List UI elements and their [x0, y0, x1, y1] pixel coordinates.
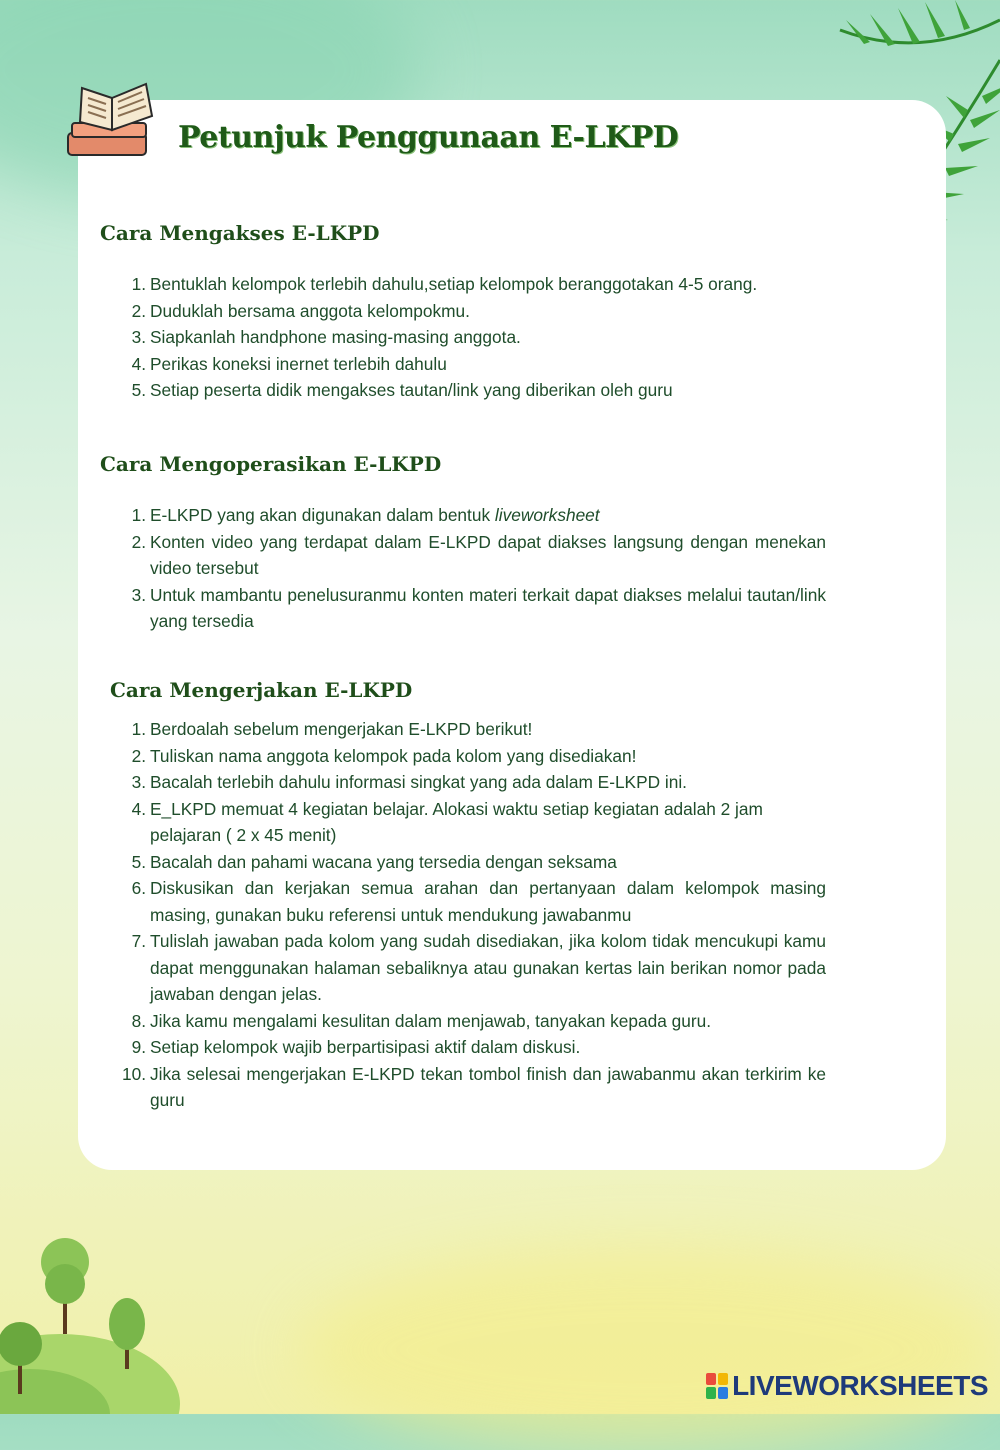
list-item [100, 271, 900, 298]
list-item [100, 502, 826, 529]
section-heading: Cara Mengakses E-LKPD [100, 221, 380, 245]
item-text: Bacalah dan pahami wacana yang tersedia dengan seksama [150, 851, 617, 872]
item-number: 2. [131, 531, 146, 552]
logo-tile [706, 1373, 716, 1385]
section-mengerjakan [100, 678, 826, 1114]
item-text-prefix: E-LKPD yang akan digunakan dalam bentuk [150, 505, 495, 525]
item-number: 8. [131, 1010, 146, 1031]
item-number: 4. [131, 798, 146, 819]
item-number: 4. [131, 353, 146, 374]
item-text: Bacalah terlebih dahulu informasi singkat yang ada dalam E-LKPD ini. [150, 772, 687, 792]
item-number: 9. [131, 1037, 146, 1057]
section-mengakses [100, 221, 900, 404]
item-text: E_LKPD memuat 4 kegiatan belajar. Alokasi waktu setiap kegiatan adalah 2 jam pelajaran ( 2 x 45 menit) [150, 798, 763, 845]
item-number: 1. [131, 274, 146, 294]
item-text: Diskusikan dan kerjakan semua arahan dan pertanyaan dalam kelompok masing masing, gunakan buku referensi untuk mendukung jawabanmu [150, 878, 826, 925]
open-book-icon [60, 78, 165, 168]
liveworksheets-logo-icon [706, 1373, 728, 1399]
item-number: 3. [131, 584, 146, 605]
list-item [100, 324, 900, 351]
list-item [100, 1008, 826, 1035]
list-item [100, 298, 900, 325]
list-item [100, 796, 826, 849]
item-text: Siapkanlah handphone masing-masing anggota. [150, 327, 521, 347]
list-item [100, 377, 900, 404]
item-number: 3. [131, 772, 146, 792]
item-number: 10. [121, 1063, 146, 1084]
list-item [100, 1061, 826, 1114]
item-text: Berdoalah sebelum mengerjakan E-LKPD berikut! [150, 719, 533, 739]
list-item [100, 582, 826, 635]
item-number: 3. [131, 327, 146, 347]
list-item [100, 875, 826, 928]
item-text: Perikas koneksi inernet terlebih dahulu [150, 353, 447, 374]
list-item [100, 769, 826, 796]
page-title: Petunjuk Penggunaan E-LKPD [178, 120, 679, 155]
item-text: Setiap peserta didik mengakses tautan/link yang diberikan oleh guru [150, 380, 673, 400]
logo-tile [706, 1387, 716, 1399]
logo-tile [718, 1373, 728, 1385]
instruction-list [100, 502, 826, 635]
logo-tile [718, 1387, 728, 1399]
item-text: Untuk mambantu penelusuranmu konten materi terkait dapat diakses melalui tautan/link yang tersedia [150, 584, 826, 631]
item-number: 5. [131, 380, 146, 400]
section-heading: Cara Mengoperasikan E-LKPD [100, 452, 442, 476]
list-item [100, 743, 826, 770]
item-text: Tulislah jawaban pada kolom yang sudah disediakan, jika kolom tidak mencukupi kamu dapat menggunakan halaman sebaliknya atau gunakan kertas lain berikan nomor pada jawaban dengan jelas. [150, 931, 826, 1004]
item-text: Duduklah bersama anggota kelompokmu. [150, 300, 470, 321]
brand-name: LIVEWORKSHEETS [732, 1370, 988, 1401]
item-text: Jika selesai mengerjakan E-LKPD tekan tombol finish dan jawabanmu akan terkirim ke guru [150, 1063, 826, 1110]
item-number: 6. [131, 878, 146, 898]
section-heading: Cara Mengerjakan E-LKPD [110, 678, 413, 702]
item-text: Tuliskan nama anggota kelompok pada kolom yang disediakan! [150, 745, 637, 766]
list-item [100, 529, 826, 582]
liveworksheets-brand[interactable] [706, 1370, 988, 1402]
item-number: 1. [131, 505, 146, 525]
item-text [150, 502, 826, 529]
item-text: Setiap kelompok wajib berpartisipasi aktif dalam diskusi. [150, 1037, 581, 1057]
item-number: 2. [131, 745, 146, 766]
item-text: Jika kamu mengalami kesulitan dalam menjawab, tanyakan kepada guru. [150, 1010, 711, 1031]
trees-decoration [0, 1214, 200, 1414]
list-item [100, 928, 826, 1008]
item-number: 7. [131, 931, 146, 951]
list-item [100, 351, 900, 378]
list-item [100, 1034, 826, 1061]
item-text: Bentuklah kelompok terlebih dahulu,setiap kelompok beranggotakan 4-5 orang. [150, 274, 758, 294]
instruction-list [100, 271, 900, 404]
background-wash-bottom [300, 1250, 1000, 1450]
list-item [100, 716, 826, 743]
section-mengoperasikan [100, 452, 826, 635]
item-number: 1. [131, 719, 146, 739]
item-text-emphasis: liveworksheet [494, 505, 600, 525]
item-number: 5. [131, 851, 146, 872]
instruction-list [100, 716, 826, 1114]
item-number: 2. [131, 300, 146, 321]
item-text: Konten video yang terdapat dalam E-LKPD dapat diakses langsung dengan menekan video tersebut [150, 531, 826, 578]
list-item [100, 849, 826, 876]
